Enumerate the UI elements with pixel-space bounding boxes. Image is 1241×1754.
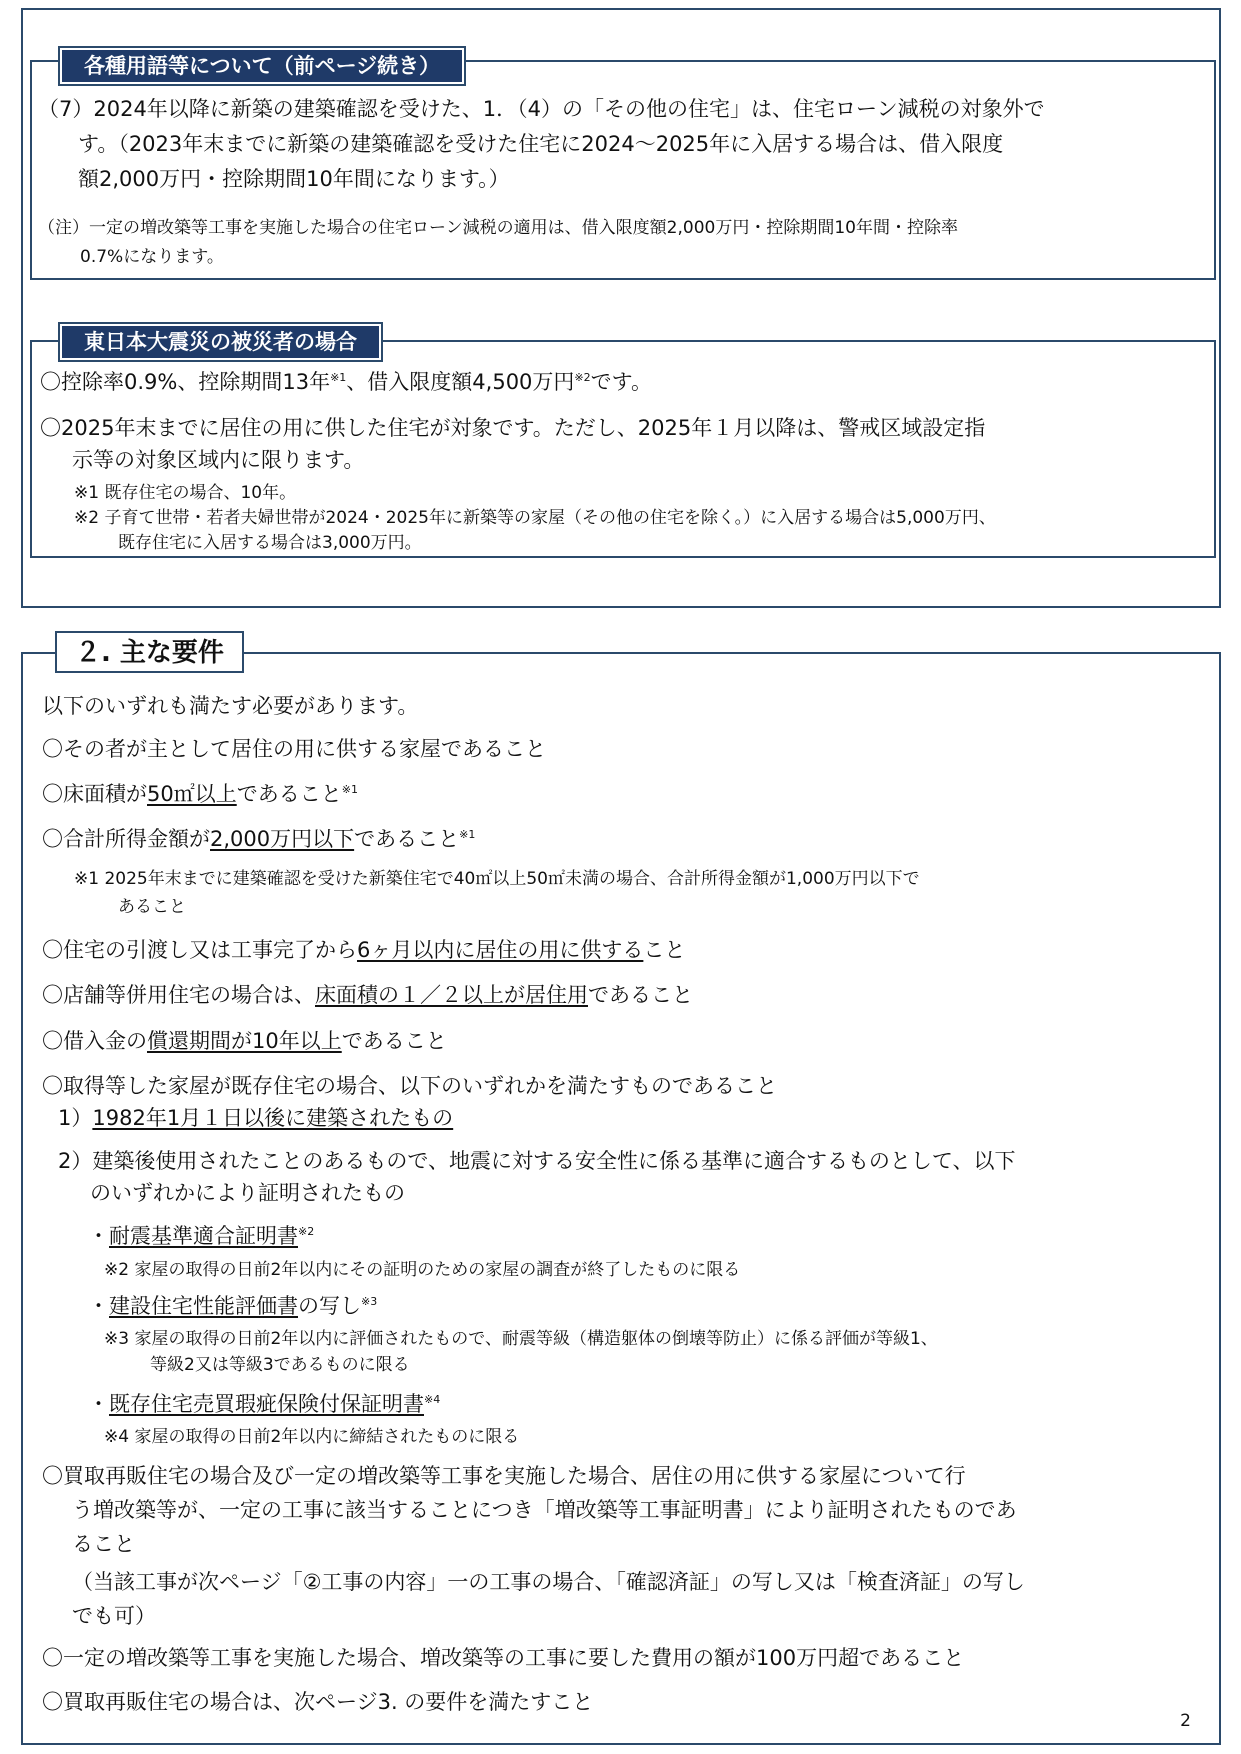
requirement-9: 〇一定の増改築等工事を実施した場合、増改築等の工事に要した費用の額が100万円超であること <box>42 1646 965 1670</box>
earthquake-note-2-line2: 既存住宅に入居する場合は3,000万円。 <box>118 533 422 553</box>
requirement-6: 〇借入金の償還期間が10年以上であること <box>42 1029 447 1053</box>
earthquake-note-1: ※1 既存住宅の場合、10年。 <box>74 483 297 503</box>
requirement-7-sub-2-line2: のいずれかにより証明されたもの <box>90 1181 405 1205</box>
bullet-seismic-certificate-note: ※2 家屋の取得の日前2年以内にその証明のための家屋の調査が終了したものに限る <box>104 1260 741 1280</box>
requirement-7-sub-2-line1: 2）建築後使用されたことのあるもので、地震に対する安全性に係る基準に適合するものとして、以下 <box>58 1149 1016 1173</box>
note-line1: （注）一定の増改築等工事を実施した場合の住宅ローン減税の適用は、借入限度額2,000万円・控除期間10年間・控除率 <box>38 218 958 238</box>
requirement-1: 〇その者が主として居住の用に供する家屋であること <box>42 737 546 761</box>
item-7-line3: 額2,000万円・控除期間10年間になります。） <box>78 167 510 191</box>
requirement-8-line1: 〇買取再販住宅の場合及び一定の増改築等工事を実施した場合、居住の用に供する家屋について行 <box>42 1464 966 1488</box>
requirement-8-line3: ること <box>72 1532 135 1556</box>
requirement-3-note-line2: あること <box>118 897 186 917</box>
requirement-8-line4: （当該工事が次ページ「②工事の内容」一の工事の場合、「確認済証」の写し又は「検査済証」の写し <box>72 1570 1025 1594</box>
requirement-7-sub-1: 1）1982年1月１日以後に建築されたもの <box>58 1106 454 1130</box>
requirement-10: 〇買取再販住宅の場合は、次ページ3. の要件を満たすこと <box>42 1690 594 1714</box>
requirement-3: 〇合計所得金額が2,000万円以下であること$^{※1}$ <box>42 827 476 851</box>
earthquake-heading: 東日本大震災の被災者の場合 <box>60 324 381 360</box>
requirement-8-line2: う増改築等が、一定の工事に該当することにつき「増改築等工事証明書」により証明されたものであ <box>72 1498 1017 1522</box>
note-line2: 0.7%になります。 <box>80 247 224 267</box>
requirements-heading: ２. 主な要件 <box>55 631 244 673</box>
item-7-line2: す。（2023年末までに新築の建築確認を受けた住宅に2024～2025年に入居する場合は、借入限度 <box>78 132 1004 156</box>
bullet-performance-evaluation-note-line1: ※3 家屋の取得の日前2年以内に評価されたもので、耐震等級（構造躯体の倒壊等防止）に係る評価が等級1、 <box>104 1329 938 1349</box>
requirement-5: 〇店舗等併用住宅の場合は、床面積の１／２以上が居住用であること <box>42 983 693 1007</box>
requirement-2: 〇床面積が50㎡以上であること$^{※1}$ <box>42 782 358 806</box>
item-7-line1: （7）2024年以降に新築の建築確認を受けた、1．（4）の「その他の住宅」は、住宅ローン減税の対象外で <box>38 97 1045 121</box>
requirement-3-note-line1: ※1 2025年末までに建築確認を受けた新築住宅で40㎡以上50㎡未満の場合、合計所得金額が1,000万円以下で <box>74 869 920 889</box>
requirement-8-line5: でも可） <box>72 1604 156 1628</box>
bullet-defect-insurance: ・既存住宅売買瑕疵保険付保証明書$^{※4}$ <box>88 1392 441 1416</box>
page-number: 2 <box>1180 1711 1191 1731</box>
earthquake-item-2-line2: 示等の対象区域内に限ります。 <box>72 448 365 472</box>
bullet-performance-evaluation: ・建設住宅性能評価書の写し$^{※3}$ <box>88 1294 378 1318</box>
terms-continued-heading: 各種用語等について（前ページ続き） <box>60 48 464 84</box>
earthquake-item-1: 〇控除率0.9%、控除期間13年$^{※1}$、借入限度額4,500万円$^{※2}$です。 <box>40 370 652 394</box>
requirement-7: 〇取得等した家屋が既存住宅の場合、以下のいずれかを満たすものであること <box>42 1074 777 1098</box>
earthquake-item-2-line1: 〇2025年末までに居住の用に供した住宅が対象です。ただし、2025年１月以降は、警戒区域設定指 <box>40 416 986 440</box>
requirements-intro: 以下のいずれも満たす必要があります。 <box>42 694 419 718</box>
earthquake-note-2-line1: ※2 子育て世帯・若者夫婦世帯が2024・2025年に新築等の家屋（その他の住宅を除く。）に入居する場合は5,000万円、 <box>74 508 996 528</box>
requirement-4: 〇住宅の引渡し又は工事完了から6ヶ月以内に居住の用に供すること <box>42 938 686 962</box>
bullet-performance-evaluation-note-line2: 等級2又は等級3であるものに限る <box>150 1355 410 1375</box>
bullet-seismic-certificate: ・耐震基準適合証明書$^{※2}$ <box>88 1224 315 1248</box>
bullet-defect-insurance-note: ※4 家屋の取得の日前2年以内に締結されたものに限る <box>104 1427 520 1447</box>
